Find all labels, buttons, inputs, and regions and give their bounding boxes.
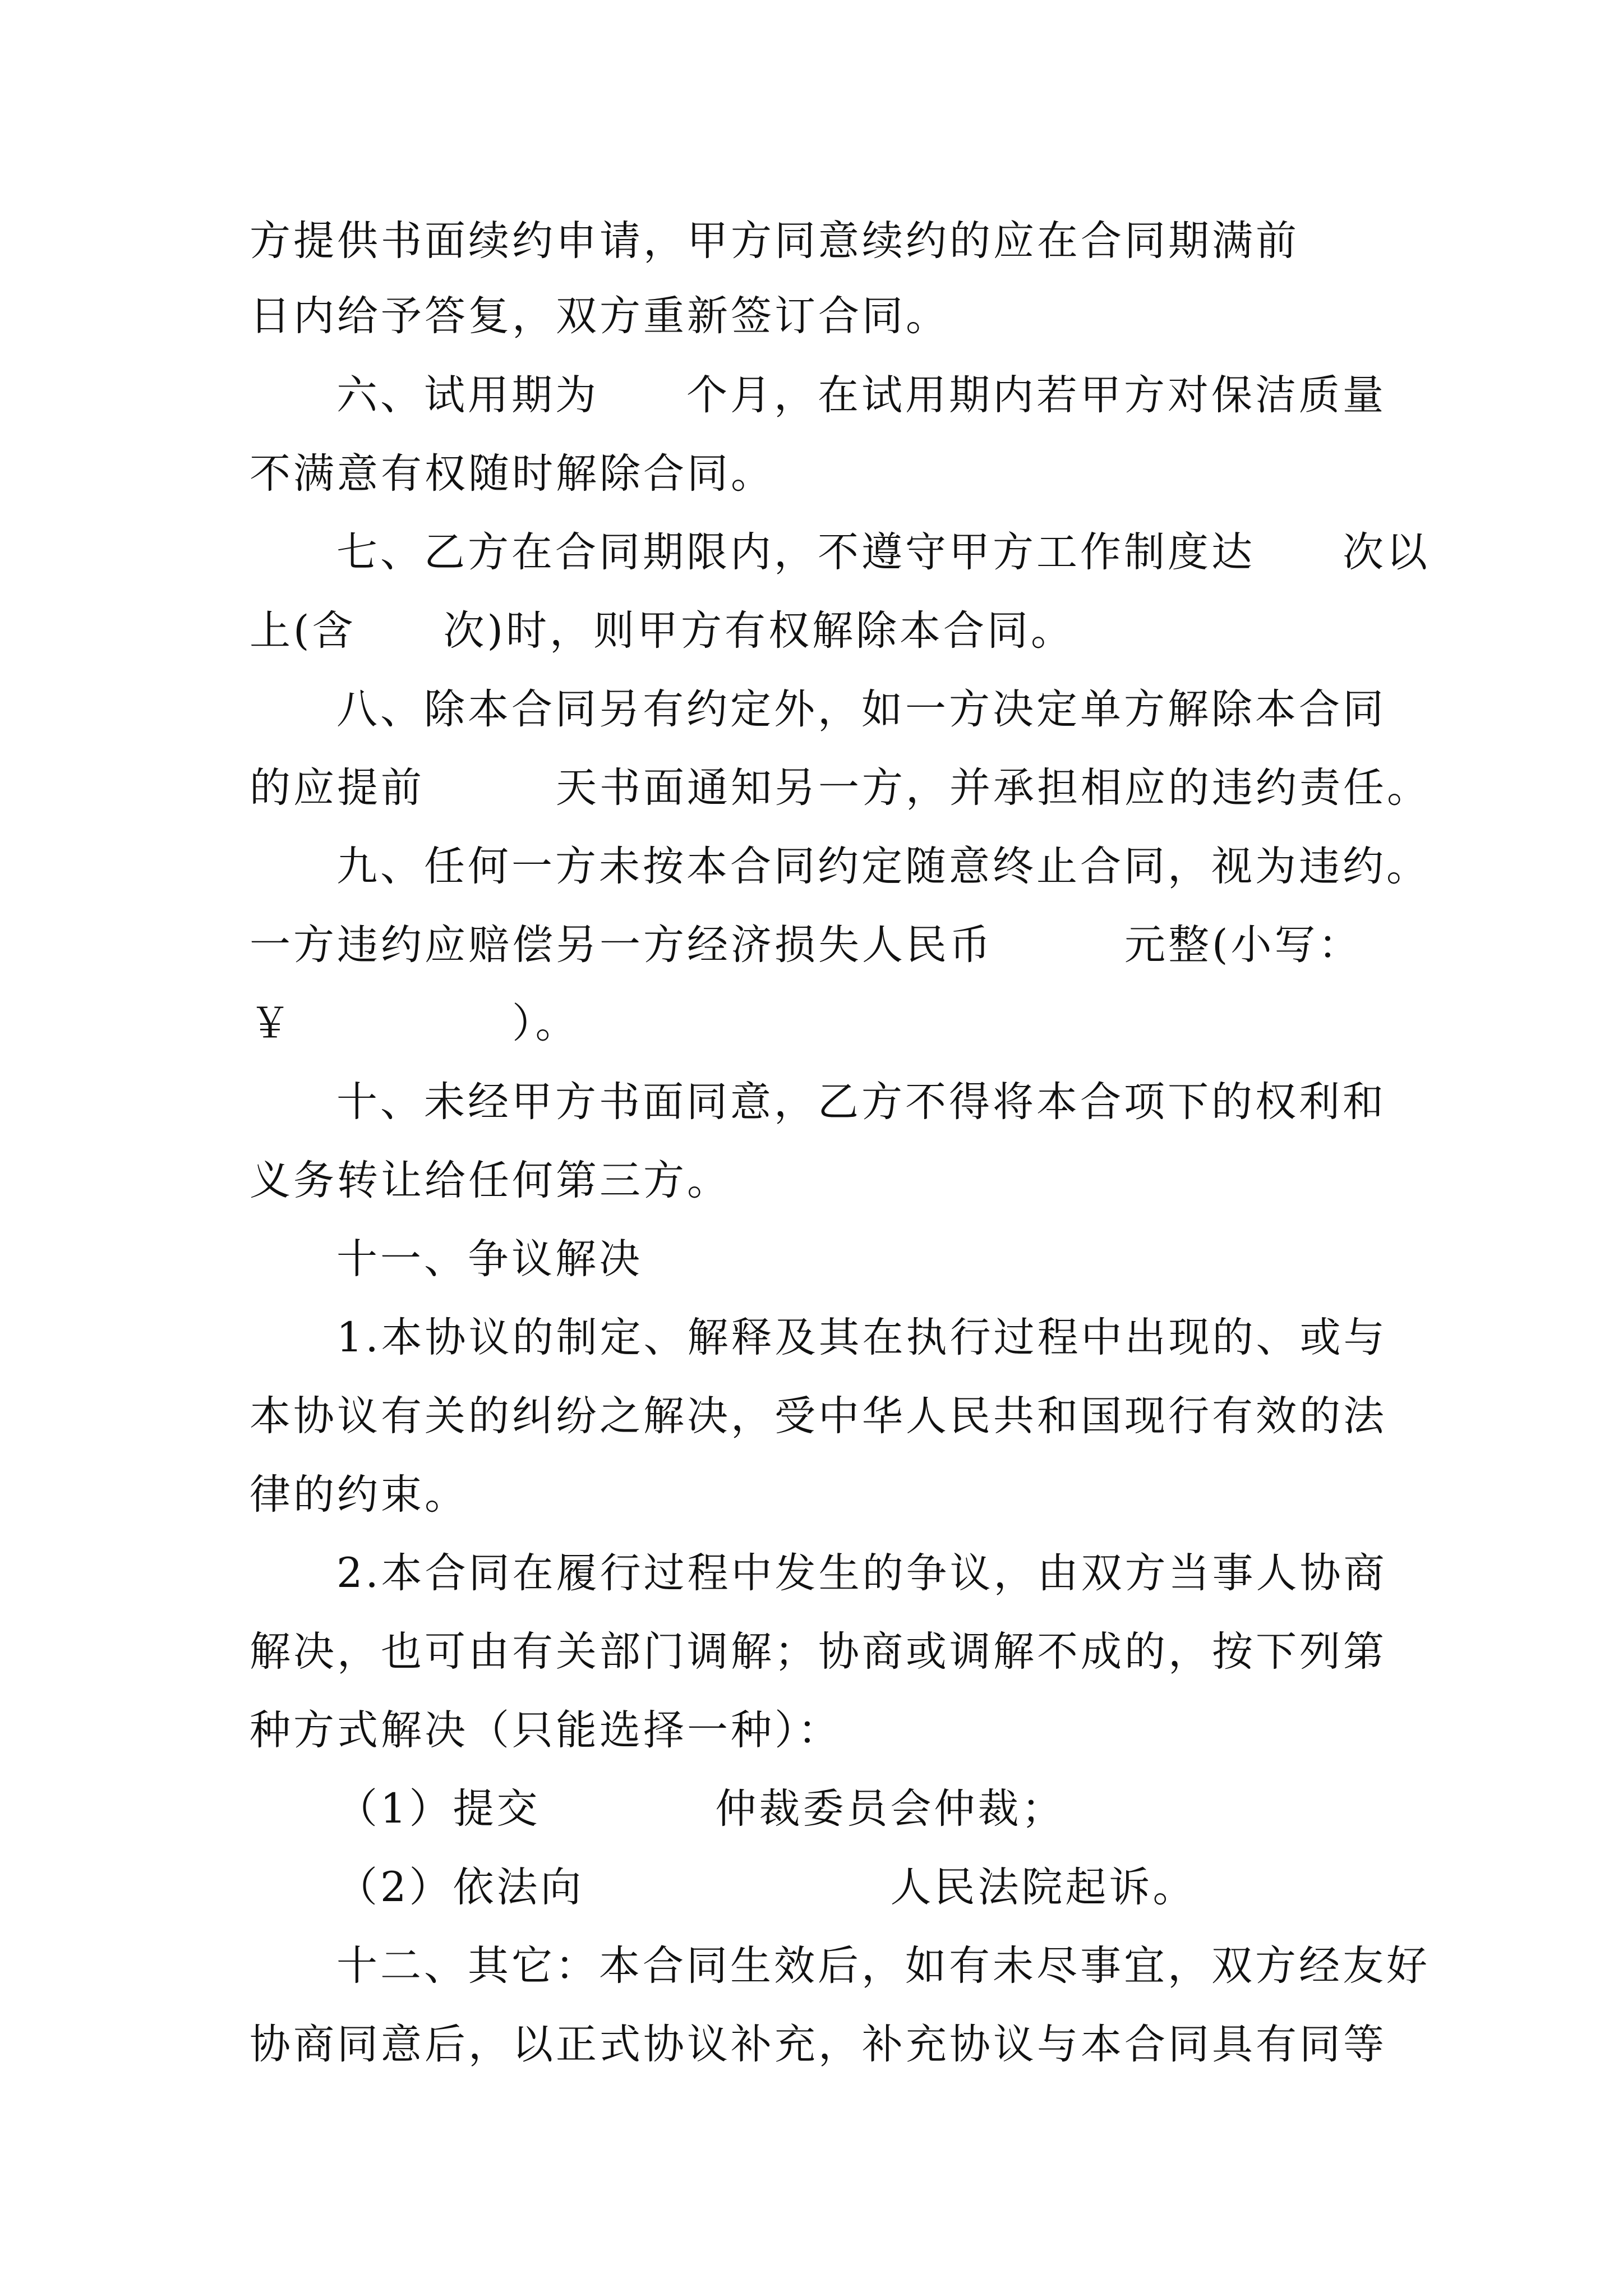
paragraph-line: 六、试用期为 个月，在试用期内若甲方对保洁质量 <box>336 371 1386 419</box>
paragraph-line: 十、未经甲方书面同意，乙方不得将本合项下的权利和 <box>336 1078 1386 1126</box>
paragraph-line: 日内给予答复，双方重新签订合同。 <box>250 292 949 340</box>
paragraph-line: 不满意有权随时解除合同。 <box>250 450 774 498</box>
paragraph-line: 十二、其它：本合同生效后，如有未尽事宜，双方经友好 <box>336 1942 1430 1990</box>
paragraph-line: 八、除本合同另有约定外，如一方决定单方解除本合同 <box>336 685 1386 733</box>
paragraph-line: 1.本协议的制定、解释及其在执行过程中出现的、或与 <box>336 1314 1387 1361</box>
paragraph-line: 解决，也可由有关部门调解；协商或调解不成的，按下列第 <box>250 1628 1387 1676</box>
paragraph-line: 上(含 次)时，则甲方有权解除本合同。 <box>250 607 1075 655</box>
paragraph-line: 义务转让给任何第三方。 <box>250 1157 731 1204</box>
paragraph-line: 2.本合同在履行过程中发生的争议，由双方当事人协商 <box>336 1549 1387 1597</box>
paragraph-line: 种方式解决（只能选择一种）： <box>250 1706 842 1754</box>
list-item: （1）提交 仲裁委员会仲裁； <box>336 1785 1066 1833</box>
paragraph-line: 本协议有关的纠纷之解决，受中华人民共和国现行有效的法 <box>250 1392 1387 1440</box>
paragraph-line: ￥ ）。 <box>250 1000 579 1047</box>
list-item: （2）依法向 人民法院起诉。 <box>336 1864 1197 1911</box>
paragraph-line: 的应提前 天书面通知另一方，并承担相应的违约责任。 <box>250 764 1431 812</box>
paragraph-line: 一方违约应赔偿另一方经济损失人民币 元整(小写： <box>250 921 1362 969</box>
section-heading: 十一、争议解决 <box>336 1235 643 1283</box>
paragraph-line: 协商同意后，以正式协议补充，补充协议与本合同具有同等 <box>250 2021 1387 2068</box>
paragraph-line: 方提供书面续约申请，甲方同意续约的应在合同期满前 <box>250 217 1299 265</box>
paragraph-line: 九、任何一方未按本合同约定随意终止合同，视为违约。 <box>336 843 1430 890</box>
paragraph-line: 律的约束。 <box>250 1471 468 1519</box>
paragraph-line: 七、乙方在合同期限内，不遵守甲方工作制度达 次以 <box>336 528 1430 576</box>
